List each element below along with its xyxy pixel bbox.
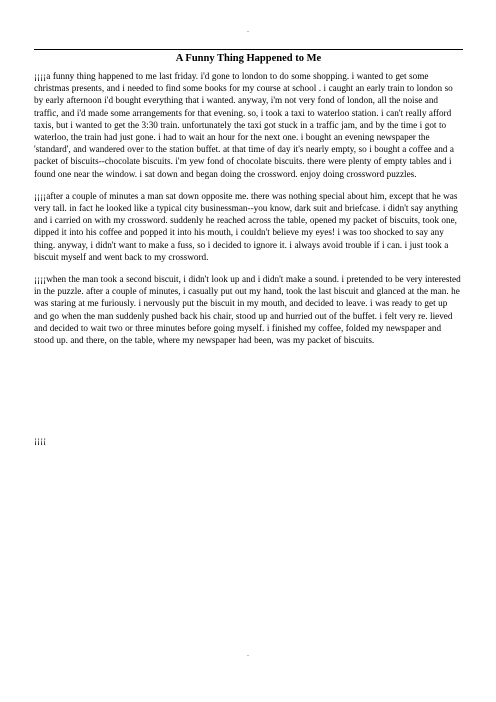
paragraph-2-indent: ¡¡¡¡ [34, 190, 47, 201]
paragraph-1-indent: ¡¡¡¡ [34, 71, 47, 81]
paragraph-1-text: a funny thing happened to me last friday. i'd gone to london to do some shopping. i wanted to get some christmas presents, and i needed to find some books for my course at school . i caught an early train to london so by early afternoon i'd bought everything that i wanted. anyway, i'm not very fond of london, all the noise and traffic, and i'd made some arrangements for that evening. so, i took a taxi to waterloo station. i can't really afford taxis, but i wanted to get the 3:30 train. unfortunately the taxi got stuck in a traffic jam, and by the time i got to waterloo, the train had just gone. i had to wait an hour for the next one. i bought an evening newspaper the 'standard', and wandered over to the station buffet. at that time of day it's nearly empty, so i bought a coffee and a packet of biscuits--chocolate biscuits. i'm yew fond of chocolate biscuits. there were plenty of empty tables and i found one near the window. i sat down and began doing the crossword. enjoy doing crossword puzzles. [34, 71, 454, 179]
paragraph-2 [34, 190, 463, 263]
paragraph-1 [34, 70, 463, 180]
page-footer-mark: - [247, 653, 249, 659]
document-body [34, 70, 463, 356]
trailing-marks: ¡¡¡¡ [34, 435, 47, 445]
paragraph-3 [34, 273, 463, 346]
page-header-mark: - [247, 29, 249, 35]
document-title: A Funny Thing Happened to Me [175, 53, 322, 64]
title-rule [34, 49, 463, 50]
paragraph-3-indent: ¡¡¡¡ [34, 274, 47, 285]
paragraph-2-text: after a couple of minutes a man sat down opposite me. there was nothing special about him, except that he was very tall. in fact he looked like a typical city businessman--you know, dark suit and briefcase. i didn't say anything and i carried on with my crossword. suddenly he reached across the table, opened my packet of biscuits, took one, dipped it into his coffee and popped it into his mouth, i couldn't believe my eyes! i was too shocked to say any thing. anyway, i didn't want to make a fuss, so i decided to ignore it. i always avoid trouble if i can. i just took a biscuit myself and went back to my crossword. [34, 190, 458, 262]
paragraph-3-text: when the man took a second biscuit, i didn't look up and i didn't make a sound. i pretended to be very interested in the puzzle. after a couple of minutes, i casually put out my hand, took the last biscuit and glanced at the man. he was staring at me furiously. i nervously put the biscuit in my mouth, and decided to leave. i was ready to get up and go when the man suddenly pushed back his chair, stood up and hurried out of the buffet. i felt very re. lieved and decided to wait two or three minutes before going myself. i finished my coffee, folded my newspaper and stood up. and there, on the table, where my newspaper had been, was my packet of biscuits. [34, 274, 461, 346]
